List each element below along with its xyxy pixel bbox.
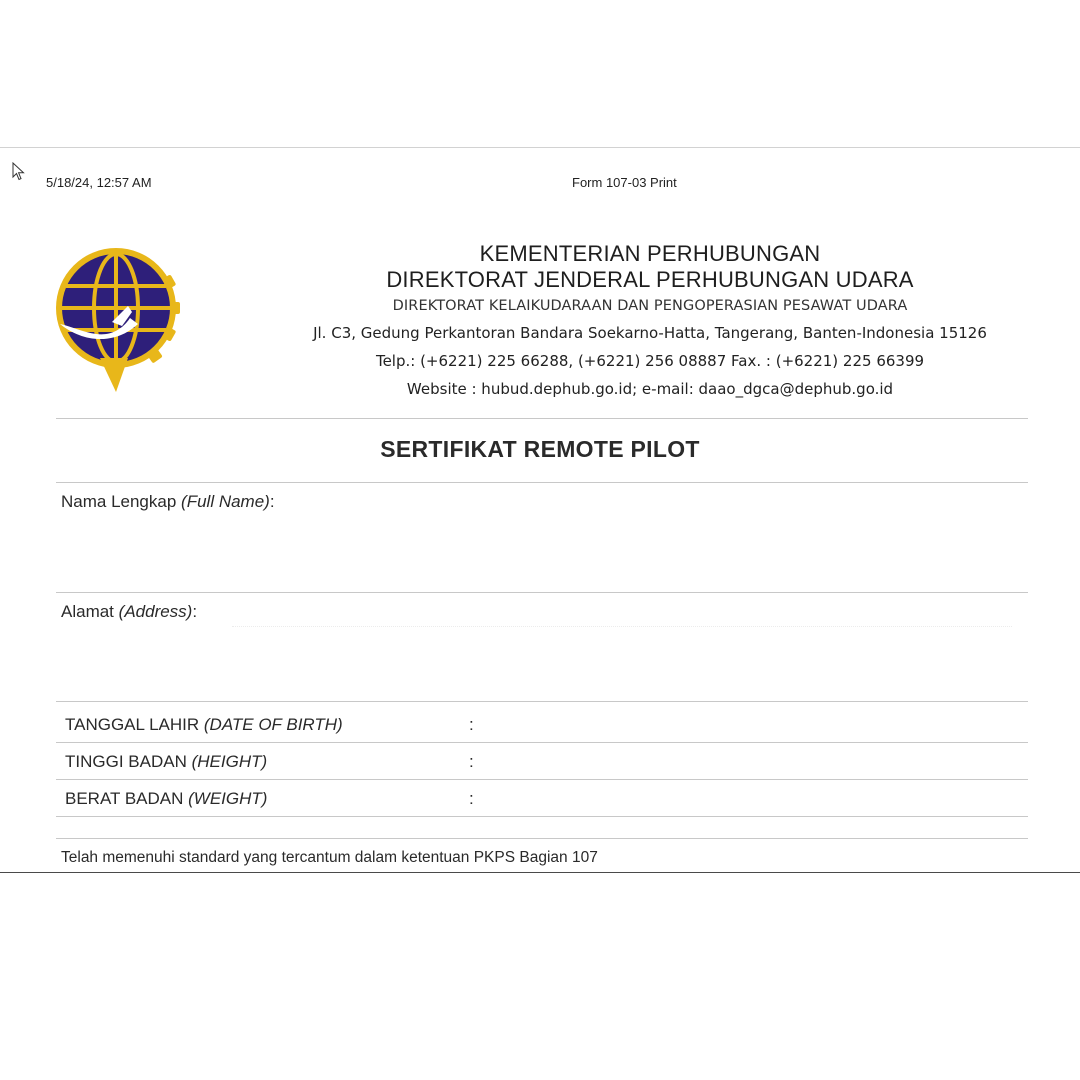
- org-phone: Telp.: (+6221) 225 66288, (+6221) 256 08887 Fax. : (+6221) 225 66399: [375, 352, 925, 370]
- org-address: Jl. C3, Gedung Perkantoran Bandara Soekarno-Hatta, Tangerang, Banten-Indonesia 15126: [313, 324, 987, 342]
- ministry-name: KEMENTERIAN PERHUBUNGAN: [479, 241, 821, 266]
- directorate-name: DIREKTORAT KELAIKUDARAAN DAN PENGOPERASIAN PESAWAT UDARA: [392, 298, 908, 314]
- organization-header: [300, 241, 1000, 403]
- divider: [56, 701, 1028, 702]
- divider: [56, 742, 1028, 743]
- full-name-label: Nama Lengkap (Full Name):: [61, 492, 275, 511]
- weight-colon: :: [469, 789, 474, 808]
- divider: [56, 816, 1028, 817]
- divider: [56, 418, 1028, 419]
- document-sheet: [0, 147, 1080, 873]
- divider: [56, 482, 1028, 483]
- directorate-general-name: DIREKTORAT JENDERAL PERHUBUNGAN UDARA: [386, 267, 914, 292]
- divider: [56, 592, 1028, 593]
- date-of-birth-colon: :: [469, 715, 474, 734]
- compliance-statement: Telah memenuhi standard yang tercantum dalam ketentuan PKPS Bagian 107: [61, 849, 598, 866]
- height-label: TINGGI BADAN (HEIGHT): [65, 752, 268, 771]
- height-colon: :: [469, 752, 474, 771]
- divider: [56, 838, 1028, 839]
- divider: [56, 779, 1028, 780]
- print-title: Form 107-03 Print: [572, 175, 677, 190]
- print-date: 5/18/24, 12:57 AM: [46, 175, 152, 190]
- weight-label: BERAT BADAN (WEIGHT): [65, 789, 268, 808]
- certificate-title: SERTIFIKAT REMOTE PILOT: [380, 436, 700, 462]
- address-faint-line: [232, 626, 1012, 627]
- ministry-logo-icon: [52, 246, 184, 394]
- address-label: Alamat (Address):: [61, 602, 198, 621]
- mouse-pointer-icon: [12, 162, 26, 182]
- org-web-email: Website : hubud.dephub.go.id; e-mail: daao_dgca@dephub.go.id: [406, 380, 894, 398]
- date-of-birth-label: TANGGAL LAHIR (DATE OF BIRTH): [65, 715, 343, 734]
